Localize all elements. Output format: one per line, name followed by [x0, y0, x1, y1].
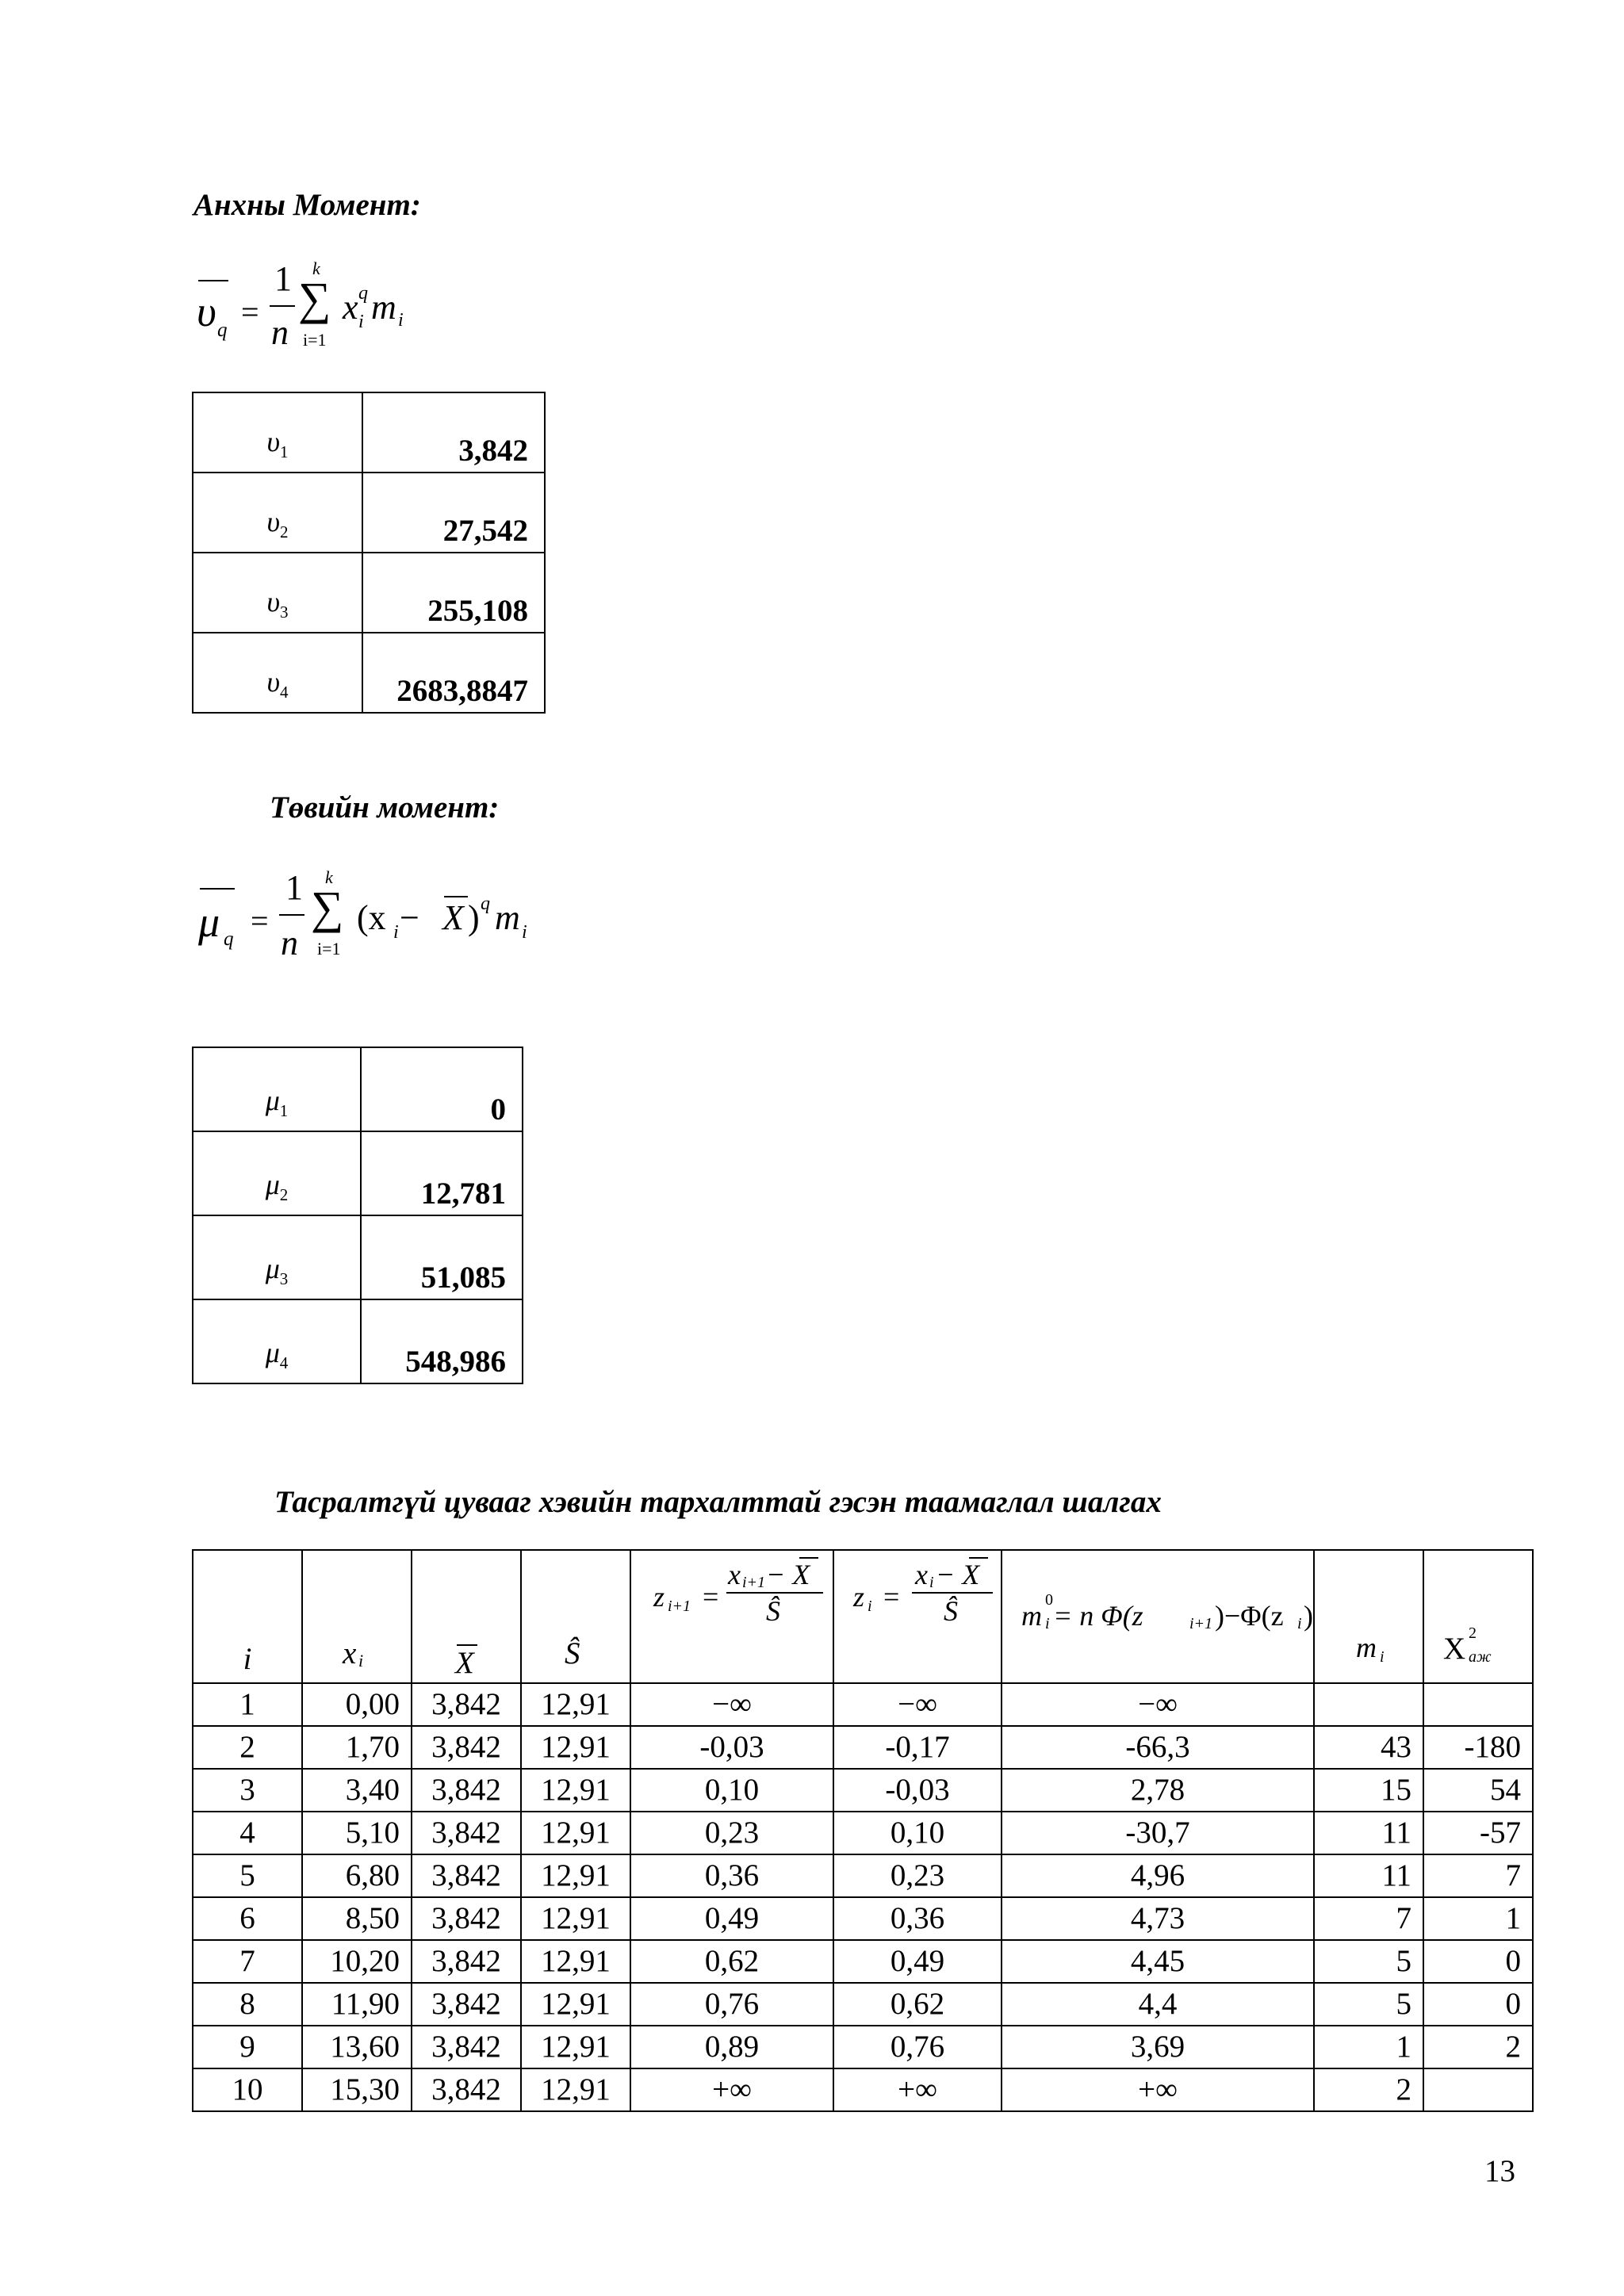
cell-chi: 0 [1423, 1940, 1533, 1983]
formula-m: m [371, 288, 396, 327]
table-row [193, 2026, 1533, 2068]
formula-symbol: μ [198, 898, 220, 946]
cell-x: 6,80 [302, 1854, 412, 1897]
cell-s: 12,91 [521, 1983, 630, 2026]
cell-z: 0,10 [833, 1812, 1002, 1854]
cell-i: 6 [193, 1897, 302, 1940]
table-row [193, 1854, 1533, 1897]
moment-label: $\mu_3$ [193, 1215, 361, 1299]
cell-z-next: 0,89 [630, 2026, 833, 2068]
cell-xbar: 3,842 [412, 1769, 521, 1812]
formula-x-sub: i [358, 312, 364, 332]
cell-s: 12,91 [521, 2026, 630, 2068]
cell-m0: -30,7 [1002, 1812, 1314, 1854]
sum-upper: k [312, 258, 320, 278]
cell-chi: 0 [1423, 1983, 1533, 2026]
initial-moments-table [192, 392, 546, 714]
cell-s: 12,91 [521, 1897, 630, 1940]
cell-mi: 11 [1314, 1812, 1423, 1854]
table-row [193, 473, 545, 553]
moment-value: 3,842 [362, 392, 545, 473]
formula-symbol-sub: q [224, 928, 234, 950]
cell-x: 5,10 [302, 1812, 412, 1854]
cell-x: 8,50 [302, 1897, 412, 1940]
cell-i: 9 [193, 2026, 302, 2068]
cell-xbar: 3,842 [412, 1854, 521, 1897]
cell-z: 0,62 [833, 1983, 1002, 2026]
formula-m: m [495, 898, 520, 937]
sum-lower: i=1 [303, 330, 327, 350]
moment-value: 2683,8847 [362, 633, 545, 713]
cell-z: 0,23 [833, 1854, 1002, 1897]
sigma-symbol: ∑ [298, 273, 331, 324]
table-row [193, 1299, 523, 1383]
formula-initial-moment [193, 255, 431, 358]
cell-x: 3,40 [302, 1769, 412, 1812]
formula-symbol-sub: q [217, 320, 228, 341]
table-row [193, 1983, 1533, 2026]
cell-chi: 7 [1423, 1854, 1533, 1897]
header-chi: X 2 аж [1423, 1550, 1533, 1683]
formula-X: X [442, 898, 464, 937]
cell-z: -0,03 [833, 1769, 1002, 1812]
cell-s: 12,91 [521, 1940, 630, 1983]
moment-label: $\upsilon_3$ [193, 553, 362, 633]
formula-m-sub: i [398, 310, 404, 331]
header-m0: m 0 i = n Φ(z i+1 )−Φ(z i ) [1002, 1550, 1314, 1683]
cell-xbar: 3,842 [412, 1940, 521, 1983]
moment-label: $\mu_2$ [193, 1131, 361, 1215]
cell-x: 0,00 [302, 1683, 412, 1726]
cell-m0: 4,4 [1002, 1983, 1314, 2026]
cell-i: 5 [193, 1854, 302, 1897]
moment-value: 12,781 [361, 1131, 523, 1215]
cell-m0: 2,78 [1002, 1769, 1314, 1812]
table-row [193, 1769, 1533, 1812]
cell-xbar: 3,842 [412, 1683, 521, 1726]
cell-z: 0,76 [833, 2026, 1002, 2068]
table-row [193, 392, 545, 473]
cell-i: 4 [193, 1812, 302, 1854]
header-i: i [193, 1550, 302, 1683]
central-moments-table [192, 1047, 523, 1384]
cell-mi: 1 [1314, 2026, 1423, 2068]
overline [200, 888, 235, 890]
cell-m0: 4,45 [1002, 1940, 1314, 1983]
cell-m0: 3,69 [1002, 2026, 1314, 2068]
cell-m0: −∞ [1002, 1683, 1314, 1726]
cell-mi: 2 [1314, 2068, 1423, 2111]
cell-mi: 11 [1314, 1854, 1423, 1897]
moment-value: 548,986 [361, 1299, 523, 1383]
cell-mi: 15 [1314, 1769, 1423, 1812]
cell-z: 0,49 [833, 1940, 1002, 1983]
cell-xbar: 3,842 [412, 1983, 521, 2026]
cell-x: 10,20 [302, 1940, 412, 1983]
cell-i: 10 [193, 2068, 302, 2111]
hypothesis-table [192, 1549, 1534, 2112]
formula-x-sub: i [393, 922, 399, 943]
cell-xbar: 3,842 [412, 2026, 521, 2068]
heading-initial-moment: Анхны Момент: [193, 188, 421, 222]
cell-x: 11,90 [302, 1983, 412, 2026]
formula-denominator: n [271, 313, 289, 352]
header-z-next: z i+1 = x i+1 − X Ŝ [630, 1550, 833, 1683]
cell-chi: -180 [1423, 1726, 1533, 1769]
cell-chi [1423, 1683, 1533, 1726]
table-row [193, 633, 545, 713]
table-row [193, 1683, 1533, 1726]
cell-chi: 2 [1423, 2026, 1533, 2068]
header-xbar: X [412, 1550, 521, 1683]
cell-z-next: 0,23 [630, 1812, 833, 1854]
formula-x-sup: q [358, 283, 368, 304]
formula-sup: q [481, 894, 490, 914]
cell-z-next: 0,49 [630, 1897, 833, 1940]
cell-z-next: 0,10 [630, 1769, 833, 1812]
cell-xbar: 3,842 [412, 2068, 521, 2111]
formula-equals: = [251, 903, 269, 939]
cell-x: 15,30 [302, 2068, 412, 2111]
cell-z-next: +∞ [630, 2068, 833, 2111]
cell-i: 7 [193, 1940, 302, 1983]
table-row [193, 1047, 523, 1131]
cell-i: 1 [193, 1683, 302, 1726]
header-s: Ŝ [521, 1550, 630, 1683]
cell-i: 3 [193, 1769, 302, 1812]
formula-numerator: 1 [274, 259, 292, 298]
header-mi: m i [1314, 1550, 1423, 1683]
cell-s: 12,91 [521, 1769, 630, 1812]
formula-x: x [343, 288, 358, 327]
cell-chi: 1 [1423, 1897, 1533, 1940]
moment-value: 51,085 [361, 1215, 523, 1299]
table-row [193, 1215, 523, 1299]
formula-symbol: υ [197, 288, 216, 335]
header-z: z i = x i − X Ŝ [833, 1550, 1002, 1683]
cell-mi [1314, 1683, 1423, 1726]
cell-i: 8 [193, 1983, 302, 2026]
header-x: x i [302, 1550, 412, 1683]
moment-value: 27,542 [362, 473, 545, 553]
fraction-bar [279, 914, 304, 916]
sigma-symbol: ∑ [311, 882, 344, 933]
cell-m0: -66,3 [1002, 1726, 1314, 1769]
cell-x: 13,60 [302, 2026, 412, 2068]
formula-close: ) [468, 898, 480, 937]
overline [198, 280, 228, 281]
table-row [193, 2068, 1533, 2111]
table-row [193, 1940, 1533, 1983]
cell-z-next: 0,62 [630, 1940, 833, 1983]
moment-label: $\upsilon_2$ [193, 473, 362, 553]
fraction-bar [270, 305, 295, 307]
cell-chi [1423, 2068, 1533, 2111]
cell-chi: 54 [1423, 1769, 1533, 1812]
formula-open: (x [357, 898, 386, 937]
cell-mi: 5 [1314, 1983, 1423, 2026]
moment-value: 255,108 [362, 553, 545, 633]
moment-label: $\upsilon_4$ [193, 633, 362, 713]
table-row [193, 1897, 1533, 1940]
table-header-row [193, 1550, 1533, 1683]
cell-z: -0,17 [833, 1726, 1002, 1769]
moment-label: $\upsilon_1$ [193, 392, 362, 473]
sum-lower: i=1 [317, 939, 341, 959]
cell-z-next: -0,03 [630, 1726, 833, 1769]
formula-denominator: n [281, 924, 298, 962]
cell-x: 1,70 [302, 1726, 412, 1769]
cell-z: −∞ [833, 1683, 1002, 1726]
heading-hypothesis: Тасралтгүй цувааг хэвийн тархалттай гэсэн таамаглал шалгах [274, 1485, 1162, 1519]
moment-label: $\mu_4$ [193, 1299, 361, 1383]
cell-mi: 43 [1314, 1726, 1423, 1769]
cell-s: 12,91 [521, 1683, 630, 1726]
table-row [193, 1812, 1533, 1854]
cell-s: 12,91 [521, 1812, 630, 1854]
cell-chi: -57 [1423, 1812, 1533, 1854]
overline [444, 896, 468, 897]
cell-s: 12,91 [521, 1726, 630, 1769]
formula-central-moment [193, 864, 542, 967]
formula-minus: − [400, 898, 419, 937]
table-row [193, 1131, 523, 1215]
formula-equals: = [241, 294, 259, 330]
cell-z: 0,36 [833, 1897, 1002, 1940]
cell-z-next: 0,76 [630, 1983, 833, 2026]
cell-z: +∞ [833, 2068, 1002, 2111]
formula-numerator: 1 [285, 868, 303, 907]
cell-xbar: 3,842 [412, 1812, 521, 1854]
page-number: 13 [1484, 2154, 1515, 2188]
formula-m-sub: i [522, 922, 527, 943]
cell-mi: 7 [1314, 1897, 1423, 1940]
table-row [193, 553, 545, 633]
moment-label: $\mu_1$ [193, 1047, 361, 1131]
cell-xbar: 3,842 [412, 1726, 521, 1769]
cell-i: 2 [193, 1726, 302, 1769]
heading-central-moment: Төвийн момент: [270, 790, 500, 825]
cell-xbar: 3,842 [412, 1897, 521, 1940]
table-row [193, 1726, 1533, 1769]
moment-value: 0 [361, 1047, 523, 1131]
sum-upper: k [325, 867, 333, 887]
cell-s: 12,91 [521, 2068, 630, 2111]
cell-z-next: 0,36 [630, 1854, 833, 1897]
cell-mi: 5 [1314, 1940, 1423, 1983]
cell-z-next: −∞ [630, 1683, 833, 1726]
cell-m0: 4,96 [1002, 1854, 1314, 1897]
cell-m0: +∞ [1002, 2068, 1314, 2111]
cell-s: 12,91 [521, 1854, 630, 1897]
cell-m0: 4,73 [1002, 1897, 1314, 1940]
